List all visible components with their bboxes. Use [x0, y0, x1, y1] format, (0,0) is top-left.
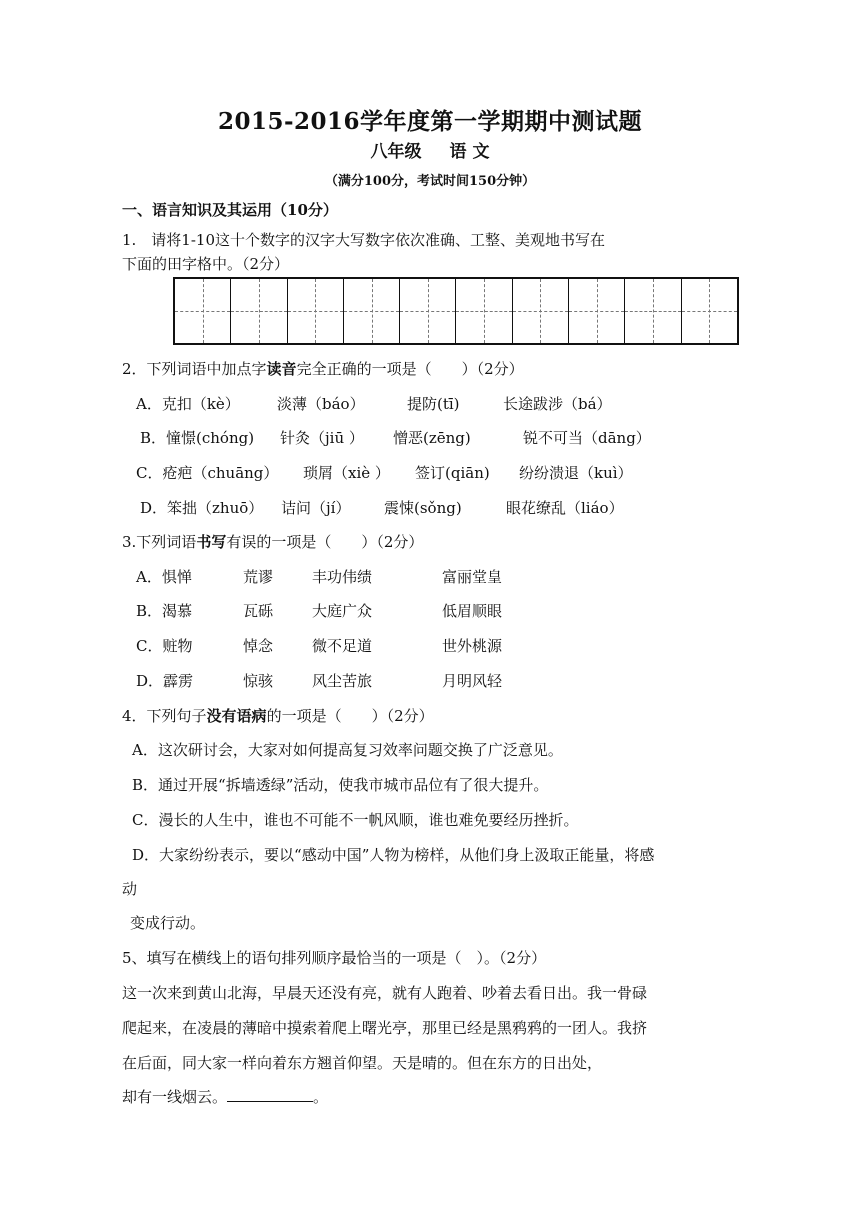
q3-b-1: B．渴慕: [136, 602, 193, 620]
grid-cell[interactable]: [456, 279, 512, 343]
q3-stem-b: 书写: [196, 533, 227, 551]
q2-stem-a: 2．下列词语中加点字: [122, 360, 267, 378]
grid-cell[interactable]: [288, 279, 344, 343]
q2-c-3: 签订(qiān): [415, 464, 490, 482]
grid-cell[interactable]: [175, 279, 231, 343]
q3-c-3: 微不足道: [312, 637, 373, 655]
grid-cell[interactable]: [682, 279, 737, 343]
q2-a-4: 长途跋涉（bá）: [503, 395, 612, 413]
q5-stem: 5、填写在横线上的语句排列顺序最恰当的一项是（ ）。（2分）: [122, 949, 547, 967]
q3-d-1: D．霹雳: [136, 672, 194, 690]
q3-a-2: 荒谬: [243, 568, 274, 586]
q3-d-4: 月明风轻: [442, 672, 503, 690]
q3-a-4: 富丽堂皇: [442, 568, 503, 586]
exam-note: （满分100分，考试时间150分钟）: [324, 174, 536, 189]
q2-d-1: D．笨拙（zhuō）: [140, 499, 264, 517]
q2-c-1: C．疮疤（chuāng）: [136, 464, 279, 482]
grid-cell[interactable]: [344, 279, 400, 343]
q3-a-3: 丰功伟绩: [312, 568, 373, 586]
q3-b-2: 瓦砾: [243, 602, 274, 620]
q2-b-2: 针灸（jiū ）: [280, 429, 364, 447]
q2-d-2: 诘问（jí）: [281, 499, 351, 517]
q2-a-3: 提防(tī): [407, 395, 460, 413]
q5-passage-4: [122, 1087, 328, 1107]
exam-subtitle: [0, 137, 860, 162]
grid-cell[interactable]: [569, 279, 625, 343]
q4-option-d-line3: 变成行动。: [130, 914, 206, 932]
grid-cell[interactable]: [513, 279, 569, 343]
q2-stem: [122, 359, 524, 379]
q1-line2: 下面的田字格中。（2分）: [122, 255, 290, 273]
q4-option-a: A．这次研讨会，大家对如何提高复习效率问题交换了广泛意见。: [132, 741, 563, 759]
q5-passage-4-text: 却有一线烟云。: [122, 1088, 228, 1106]
q4-option-d-line1: D．大家纷纷表示，要以“感动中国”人物为榜样，从他们身上汲取正能量，将感: [132, 846, 655, 864]
grid-cell[interactable]: [400, 279, 456, 343]
tianzige-grid[interactable]: [173, 277, 739, 345]
q3-stem-c: 有误的一项是（ ）（2分）: [226, 533, 424, 551]
section-heading: 一、语言知识及其运用（10分）: [122, 201, 338, 219]
q5-passage-3: 在后面，同大家一样向着东方翘首仰望。天是晴的。但在东方的日出处，: [122, 1054, 603, 1072]
q2-stem-b: 读音: [266, 360, 297, 378]
grid-cell[interactable]: [625, 279, 681, 343]
q3-stem: [122, 532, 423, 552]
q2-c-4: 纷纷溃退（kuì）: [519, 464, 633, 482]
q4-stem-a: 4．下列句子: [122, 707, 207, 725]
q4-stem: [122, 706, 434, 726]
q4-stem-b: 没有语病: [206, 707, 267, 725]
q3-stem-a: 3.下列词语: [122, 533, 197, 551]
q5-passage-2: 爬起来，在凌晨的薄暗中摸索着爬上曙光亭，那里已经是黑鸦鸦的一团人。我挤: [122, 1019, 648, 1037]
q5-passage-4-end: 。: [313, 1088, 329, 1106]
q3-b-4: 低眉顺眼: [442, 602, 503, 620]
q4-stem-c: 的一项是（ ）（2分）: [266, 707, 434, 725]
q2-b-4: 锐不可当（dāng）: [523, 429, 651, 447]
grade-label: 八年级: [370, 142, 422, 162]
q3-a-1: A．惧惮: [136, 568, 192, 586]
q3-d-3: 风尘苦旅: [312, 672, 373, 690]
q3-c-4: 世外桃源: [442, 637, 503, 655]
q4-option-d-line2: 动: [122, 880, 138, 898]
q3-b-3: 大庭广众: [312, 602, 373, 620]
exam-title: 2015-2016学年度第一学期期中测试题: [217, 108, 643, 135]
q4-option-c: C．漫长的人生中，谁也不可能不一帆风顺，谁也难免要经历挫折。: [132, 811, 579, 829]
q3-d-2: 惊骇: [243, 672, 274, 690]
answer-blank[interactable]: [227, 1087, 313, 1102]
grid-cell[interactable]: [231, 279, 287, 343]
q2-d-3: 震悚(sǒng): [384, 499, 462, 517]
q3-c-2: 悼念: [243, 637, 274, 655]
q2-d-4: 眼花缭乱（liáo）: [506, 499, 624, 517]
q2-a-1: A．克扣（kè）: [136, 395, 240, 413]
q2-b-1: B．憧憬(chóng): [140, 429, 255, 447]
q4-option-b: B．通过开展“拆墙透绿”活动，使我市城市品位有了很大提升。: [132, 776, 549, 794]
q5-passage-1: 这一次来到黄山北海，早晨天还没有亮，就有人跑着、吵着去看日出。我一骨碌: [122, 984, 648, 1002]
subject-label: 语 文: [449, 142, 490, 162]
q2-b-3: 憎恶(zēng): [393, 429, 471, 447]
q3-c-1: C．赃物: [136, 637, 193, 655]
q2-c-2: 琐屑（xiè ）: [303, 464, 390, 482]
q2-stem-c: 完全正确的一项是（ ）（2分）: [296, 360, 524, 378]
q1-line1: 1. 请将1-10这十个数字的汉字大写数字依次准确、工整、美观地书写在: [122, 231, 606, 249]
q2-a-2: 淡薄（báo）: [277, 395, 365, 413]
